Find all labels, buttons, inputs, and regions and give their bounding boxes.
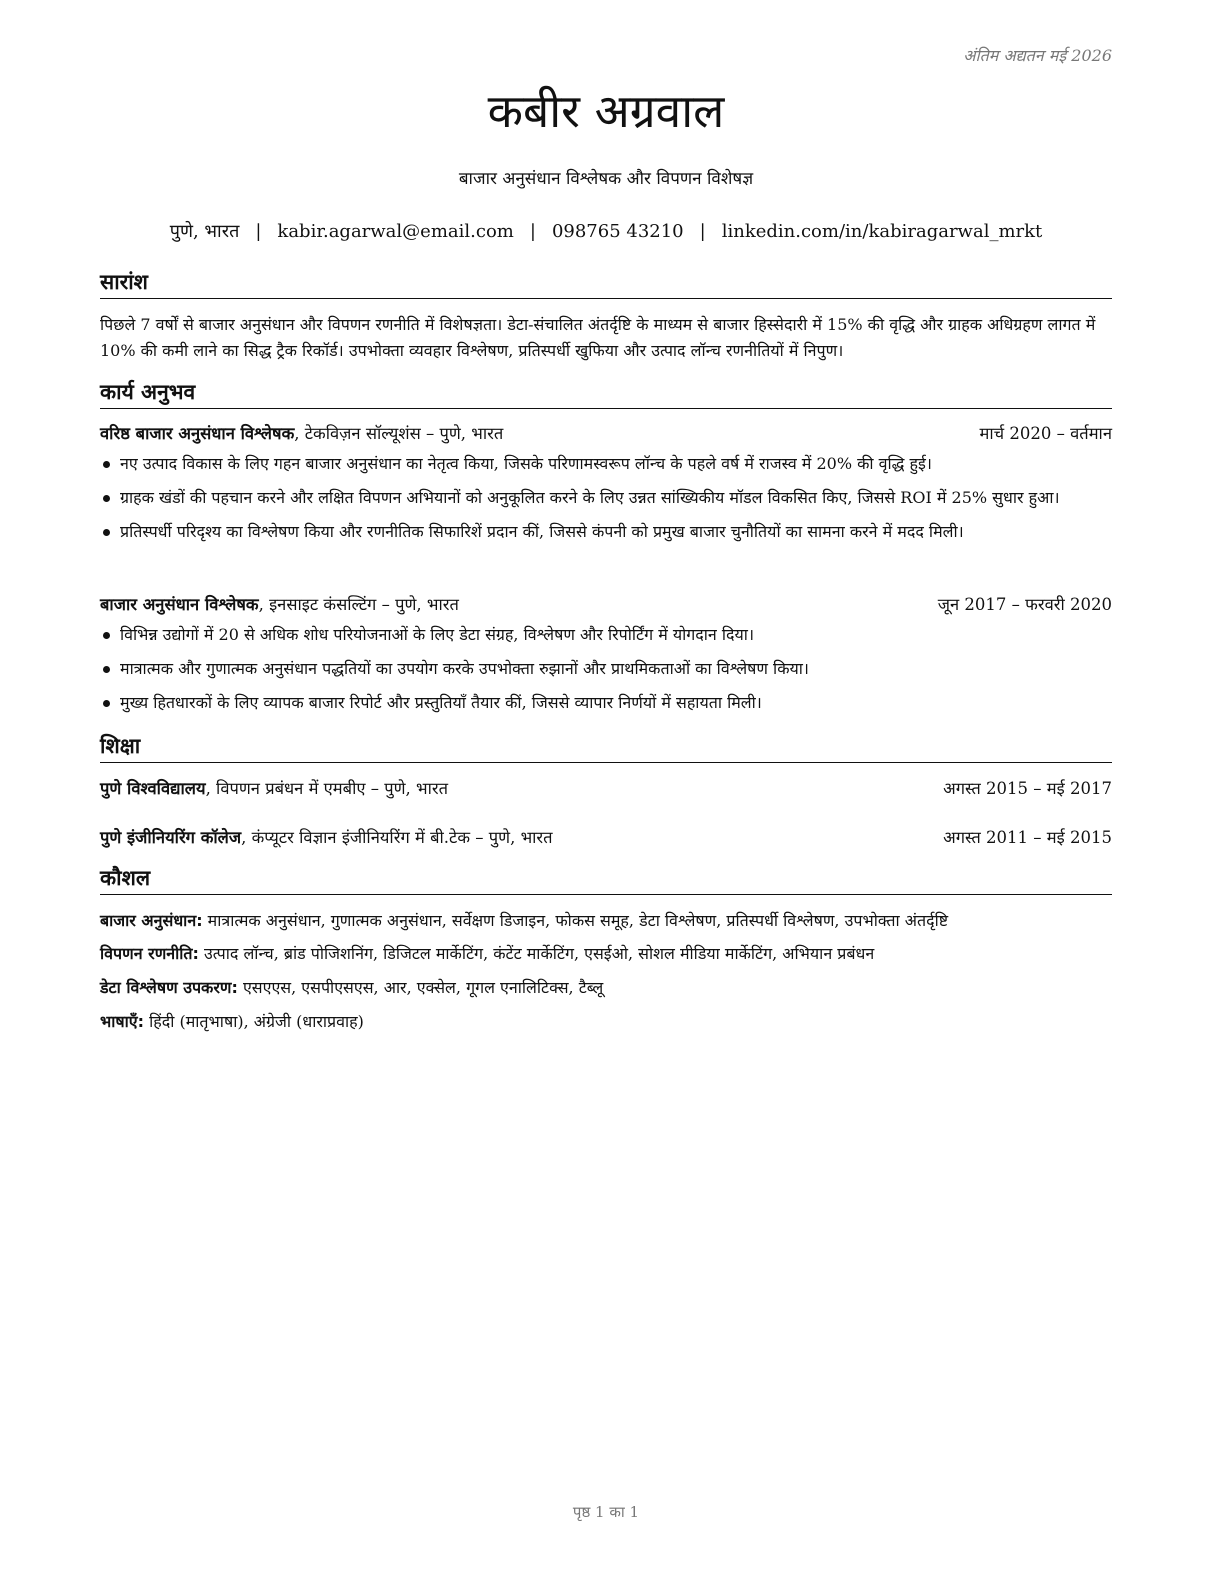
education-degree: , विपणन प्रबंधन में एमबीए – पुणे, भारत <box>205 779 449 798</box>
contact-email[interactable]: kabir.agarwal@email.com <box>277 221 514 242</box>
job-bullets <box>100 451 1112 553</box>
education-dates: अगस्त 2011 – मई 2015 <box>943 828 1112 847</box>
job-header <box>100 422 1112 446</box>
skill-line <box>100 976 1112 1000</box>
contact-separator: | <box>529 221 536 242</box>
job-header <box>100 593 1112 617</box>
contact-separator: | <box>255 221 262 242</box>
last-updated: अंतिम अद्यतन मई 2026 <box>963 46 1112 65</box>
bullet-icon <box>103 461 110 468</box>
job-role: वरिष्ठ बाजार अनुसंधान विश्लेषक <box>100 424 295 443</box>
bullet-icon <box>103 529 110 536</box>
skill-label: भाषाएँ: <box>100 1012 145 1031</box>
education-dates: अगस्त 2015 – मई 2017 <box>943 779 1112 798</box>
skill-line <box>100 942 1112 966</box>
skills-heading: कौशल <box>100 864 1112 895</box>
bullet-icon <box>103 495 110 502</box>
bullet-icon <box>103 632 110 639</box>
education-school: पुणे इंजीनियरिंग कॉलेज <box>100 828 242 847</box>
job-company: , इनसाइट कंसल्टिंग – पुणे, भारत <box>258 595 459 614</box>
skill-label: विपणन रणनीति: <box>100 944 199 963</box>
skill-value: उत्पाद लॉन्च, ब्रांड पोजिशनिंग, डिजिटल मार्केटिंग, कंटेंट मार्केटिंग, एसईओ, सोशल मीडिया मार्केटिंग, अभियान प्रबंधन <box>198 944 875 963</box>
candidate-name: कबीर अग्रवाल <box>487 84 725 138</box>
education-degree: , कंप्यूटर विज्ञान इंजीनियरिंग में बी.टेक – पुणे, भारत <box>241 828 553 847</box>
job-dates: मार्च 2020 – वर्तमान <box>979 424 1112 443</box>
job-bullet: नए उत्पाद विकास के लिए गहन बाजार अनुसंधान का नेतृत्व किया, जिसके परिणामस्वरूप लॉन्च के पहले वर्ष में राजस्व में 20% की वृद्धि हुई। <box>100 451 1112 477</box>
contact-linkedin[interactable]: linkedin.com/in/kabiragarwal_mrkt <box>721 221 1043 242</box>
education-entry <box>100 826 1112 850</box>
skill-label: डेटा विश्लेषण उपकरण: <box>100 978 238 997</box>
job-company: , टेकविज़न सॉल्यूशंस – पुणे, भारत <box>294 424 504 443</box>
education-entry <box>100 777 1112 801</box>
skill-value: हिंदी (मातृभाषा), अंग्रेजी (धाराप्रवाह) <box>144 1012 364 1031</box>
summary-text: पिछले 7 वर्षों से बाजार अनुसंधान और विपणन रणनीति में विशेषज्ञता। डेटा-संचालित अंतर्दृष्टि के माध्यम से बाजार हिस्सेदारी में 15% की वृद्धि और ग्राहक अधिग्रहण लागत में 10% की कमी लाने का सिद्ध ट्रैक रिकॉर्ड। उपभोक्ता व्यवहार विश्लेषण, प्रतिस्पर्धी खुफिया और उत्पाद लॉन्च रणनीतियों में निपुण। <box>100 315 1096 360</box>
job-bullet: मुख्य हितधारकों के लिए व्यापक बाजार रिपोर्ट और प्रस्तुतियाँ तैयार कीं, जिससे व्यापार निर्णयों में सहायता मिली। <box>100 690 1112 716</box>
skill-value: एसएएस, एसपीएसएस, आर, एक्सेल, गूगल एनालिटिक्स, टैब्लू <box>237 978 604 997</box>
education-heading: शिक्षा <box>100 732 1112 763</box>
job-role: बाजार अनुसंधान विश्लेषक <box>100 595 259 614</box>
skill-line <box>100 909 1112 933</box>
summary-heading: सारांश <box>100 268 1112 299</box>
job-bullet: मात्रात्मक और गुणात्मक अनुसंधान पद्धतियों का उपयोग करके उपभोक्ता रुझानों और प्राथमिकताओं का विश्लेषण किया। <box>100 656 1112 682</box>
resume-page <box>100 0 1112 1584</box>
contact-location: पुणे, भारत <box>169 221 240 242</box>
skill-value: मात्रात्मक अनुसंधान, गुणात्मक अनुसंधान, सर्वेक्षण डिजाइन, फोकस समूह, डेटा विश्लेषण, प्रतिस्पर्धी विश्लेषण, उपभोक्ता अंतर्दृष्टि <box>202 911 949 930</box>
job-bullets <box>100 622 1112 724</box>
bullet-icon <box>103 700 110 707</box>
experience-heading: कार्य अनुभव <box>100 378 1112 409</box>
education-school: पुणे विश्वविद्यालय <box>100 779 206 798</box>
job-dates: जून 2017 – फरवरी 2020 <box>937 595 1112 614</box>
contact-line <box>100 219 1112 243</box>
bullet-icon <box>103 666 110 673</box>
skill-label: बाजार अनुसंधान: <box>100 911 203 930</box>
job-bullet: ग्राहक खंडों की पहचान करने और लक्षित विपणन अभियानों को अनुकूलित करने के लिए उन्नत सांख्यिकीय मॉडल विकसित किए, जिससे ROI में 25% सुधार हुआ। <box>100 485 1112 511</box>
contact-separator: | <box>699 221 706 242</box>
job-bullet: प्रतिस्पर्धी परिदृश्य का विश्लेषण किया और रणनीतिक सिफारिशें प्रदान कीं, जिससे कंपनी को प्रमुख बाजार चुनौतियों का सामना करने में मदद मिली। <box>100 519 1112 545</box>
contact-phone: 098765 43210 <box>551 221 684 242</box>
skill-line <box>100 1010 1112 1034</box>
job-bullet: विभिन्न उद्योगों में 20 से अधिक शोध परियोजनाओं के लिए डेटा संग्रह, विश्लेषण और रिपोर्टिंग में योगदान दिया। <box>100 622 1112 648</box>
page-number: पृष्ठ 1 का 1 <box>572 1503 640 1521</box>
candidate-subtitle: बाजार अनुसंधान विश्लेषक और विपणन विशेषज्ञ <box>458 169 754 189</box>
